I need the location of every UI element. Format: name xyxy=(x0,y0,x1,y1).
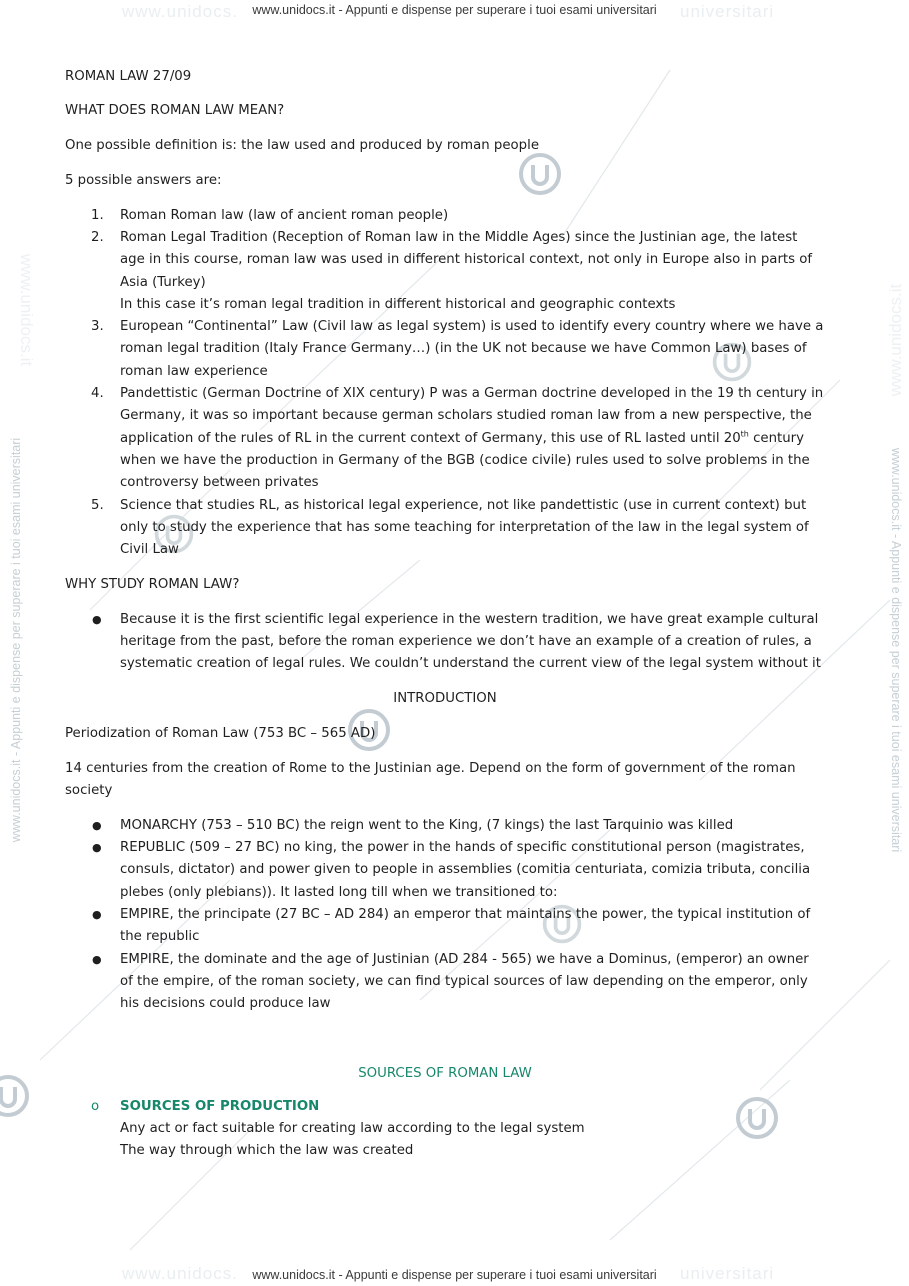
subsection-title: SOURCES OF PRODUCTION xyxy=(120,1098,320,1114)
watermark-ghost-vertical: www.unidocs.it xyxy=(17,253,37,367)
circle-bullet-icon: o xyxy=(91,1098,100,1114)
watermark-banner-top: www.unidocs.it - Appunti e dispense per superare i tuoi esami universitari xyxy=(252,3,657,17)
list-item xyxy=(65,383,825,494)
list-item-extra-text: In this case it’s roman legal tradition in different historical and geographic contexts xyxy=(120,296,676,312)
list-item xyxy=(65,316,825,383)
list-item xyxy=(65,495,825,562)
list-item-text: MONARCHY (753 – 510 BC) the reign went to the King, (7 kings) the last Tarquinio was killed xyxy=(120,817,734,833)
list-item-text: Science that studies RL, as historical legal experience, not like pandettistic (use in current context) but only to study the experience that has some teaching for interpretation of the law in the legal system of Civil Law xyxy=(120,497,809,558)
list-item xyxy=(65,837,825,904)
list-item xyxy=(65,949,825,1016)
list-item-text: European “Continental” Law (Civil law as legal system) is used to identify every country where we have a roman legal tradition (Italy France Germany…) (in the UK not because we have Common Law) bases of roman law experience xyxy=(120,319,824,379)
subsection-line: Any act or fact suitable for creating law according to the legal system xyxy=(120,1121,585,1137)
document-body xyxy=(65,66,825,1163)
list-item-text: Roman Roman law (law of ancient roman people) xyxy=(120,207,449,223)
bullet-icon: ● xyxy=(92,908,102,921)
section-heading: INTRODUCTION xyxy=(393,691,497,707)
watermark-ghost-vertical: www.unidocs.it xyxy=(886,283,906,397)
bullet-icon: ● xyxy=(92,841,102,855)
list-item xyxy=(65,815,825,837)
bullet-icon: ● xyxy=(92,818,102,832)
list-item-text: REPUBLIC (509 – 27 BC) no king, the power in the hands of specific constitutional person (magistrates, consuls, dictator) and power given to people in assemblies (comitia centuriata, comizia tributa, concilia plebes (only plebians)). It lasted long till when we transitioned to: xyxy=(120,840,811,900)
list-number: 2. xyxy=(91,229,104,245)
list-item-text: EMPIRE, the principate (27 BC – AD 284) an emperor that maintains the power, the typical institution of the republic xyxy=(120,907,811,945)
bullet-icon: ● xyxy=(92,952,102,966)
list-number: 5. xyxy=(91,497,104,513)
list-item xyxy=(65,609,825,676)
list-item xyxy=(65,227,825,316)
periodization-text: Periodization of Roman Law (753 BC – 565 AD) xyxy=(65,725,376,741)
watermark-vertical-right: www.unidocs.it - Appunti e dispense per superare i tuoi esami universitari xyxy=(889,447,903,853)
list-item xyxy=(65,904,825,949)
list-item xyxy=(65,1096,825,1163)
list-item-text: Roman Legal Tradition (Reception of Roman law in the Middle Ages) since the Justinian age, the latest age in this course, roman law was used in different historical context, not only in Europe also in parts of Asia (Turkey) xyxy=(120,229,813,290)
why-list xyxy=(65,609,825,676)
answers-intro: 5 possible answers are: xyxy=(65,172,222,188)
question-heading: WHY STUDY ROMAN LAW? xyxy=(65,576,240,592)
centuries-text: 14 centuries from the creation of Rome to the Justinian age. Depend on the form of government of the roman society xyxy=(65,760,796,799)
list-number: 4. xyxy=(91,386,104,402)
watermark-ghost-text: universitari xyxy=(680,1264,775,1283)
list-number: 3. xyxy=(91,319,104,335)
periods-list xyxy=(65,815,825,1016)
question-heading: WHAT DOES ROMAN LAW MEAN? xyxy=(65,103,285,119)
subsection-line: The way through which the law was created xyxy=(120,1143,414,1159)
watermark-ghost-text: www.unidocs. xyxy=(122,2,238,21)
list-item-text: Because it is the first scientific legal experience in the western tradition, we have great example cultural heritage from the past, before the roman experience we don’t have an example of a creation of rules, a systematic creation of legal rules. We couldn’t understand the current view of the legal system without it xyxy=(120,611,821,672)
list-number: 1. xyxy=(91,207,104,223)
bullet-icon: ● xyxy=(92,612,102,626)
watermark-banner-bottom: www.unidocs.it - Appunti e dispense per superare i tuoi esami universitari xyxy=(252,1268,657,1282)
superscript: th xyxy=(740,429,749,439)
list-item-text: Pandettistic (German Doctrine of XIX century) P was a German doctrine developed in the 19 th century in Germany, it was so important because german scholars studied roman law from a new perspective, the application of the rules of RL in the current context of Germany, this use of RL lasted until 20 xyxy=(120,386,824,446)
answers-list xyxy=(65,205,825,562)
document-title: ROMAN LAW 27/09 xyxy=(65,69,192,84)
watermark-ghost-text: universitari xyxy=(680,2,775,21)
unidocs-logo-icon xyxy=(0,1072,32,1120)
list-item xyxy=(65,205,825,227)
list-item-text-continued: century when we have the production in Germany of the BGB (codice civile) rules used to solve problems in the controversy between privates xyxy=(120,430,810,491)
watermark-ghost-text: www.unidocs. xyxy=(122,1264,238,1283)
definition-text: One possible definition is: the law used and produced by roman people xyxy=(65,138,539,154)
watermark-vertical-left: www.unidocs.it - Appunti e dispense per superare i tuoi esami universitari xyxy=(9,437,23,843)
section-heading-green: SOURCES OF ROMAN LAW xyxy=(358,1066,532,1082)
list-item-text: EMPIRE, the dominate and the age of Justinian (AD 284 - 565) we have a Dominus, (emperor) an owner of the empire, of the roman society, we can find typical sources of law depending on the emperor, only his decisions could produce law xyxy=(120,951,809,1012)
